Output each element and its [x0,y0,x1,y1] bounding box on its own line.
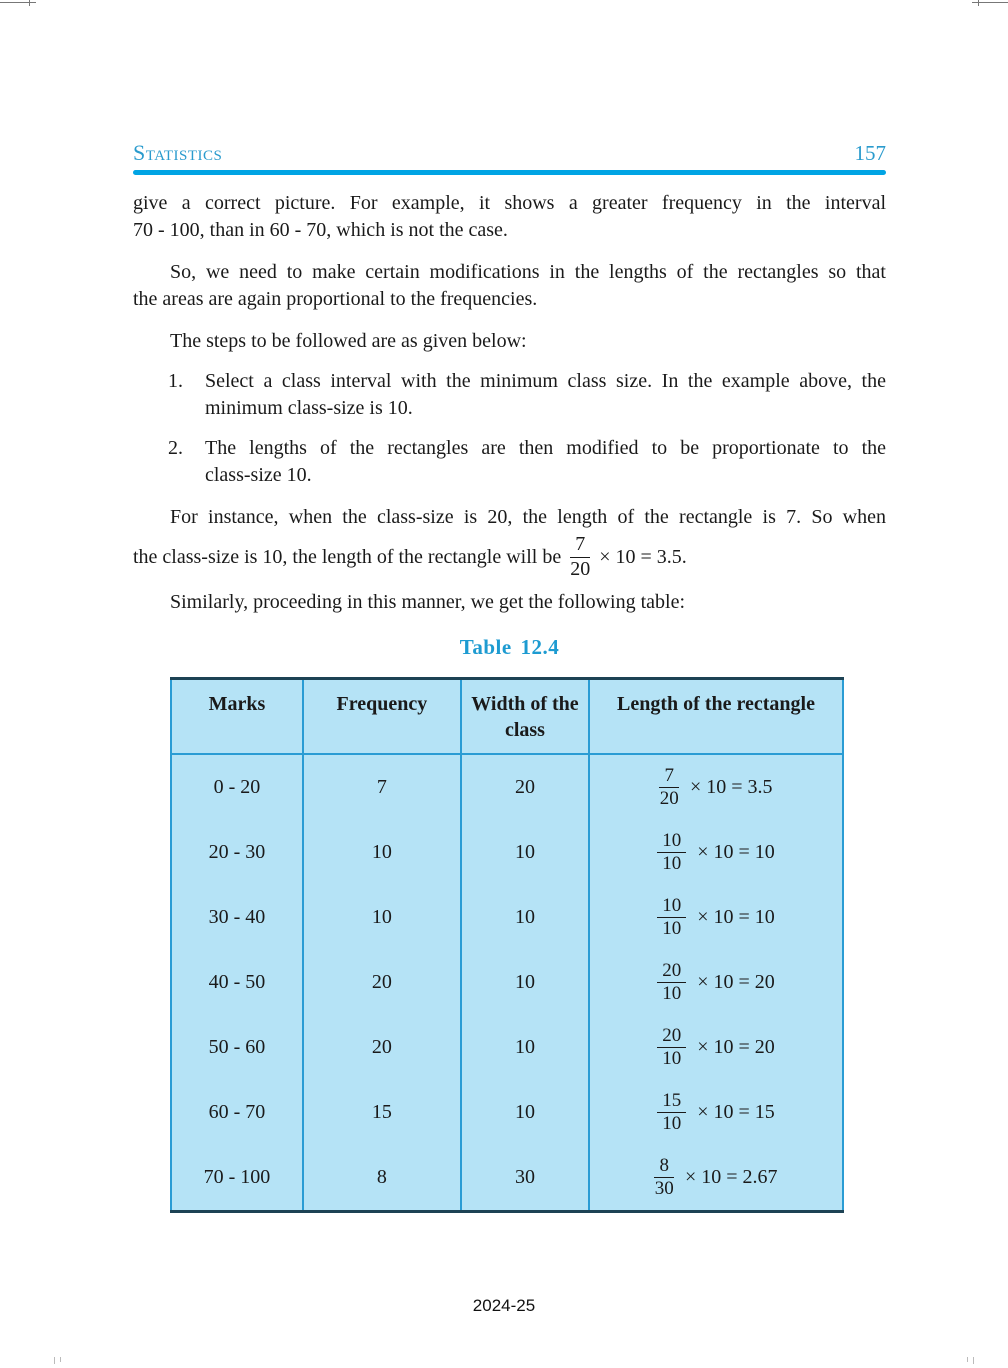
text-line: The lengths of the rectangles are then modified to be proportionate to the [205,437,886,459]
cell-frequency: 8 [303,1145,461,1212]
text-line: the areas are again proportional to the frequencies. [133,288,538,310]
step-number: 2. [168,437,183,459]
text-line: Similarly, proceeding in this manner, we get the following table: [170,591,685,614]
cell-width: 30 [461,1145,589,1212]
cell-marks: 40 - 50 [208,971,266,994]
cell-marks: 60 - 70 [208,1101,266,1124]
cell-marks: 20 - 30 [208,841,266,864]
chapter-title: Statistics [133,140,223,165]
table-row [171,1145,843,1212]
paragraph-for-instance [133,504,886,531]
step-text [205,435,886,489]
text-line: For instance, when the class-size is 20, the length of the rectangle is 7. So when [170,506,886,528]
step-item-2 [168,435,886,489]
cell-marks: 30 - 40 [208,906,266,929]
length-expression: × 10 = 10 [697,841,775,864]
paragraph-intro [133,190,886,244]
fraction-sentence [133,534,886,580]
table-row [171,950,843,1015]
text-line: Select a class interval with the minimum class size. In the example above, the [205,370,886,392]
table-fraction [657,896,686,940]
fraction-denominator: 30 [654,1178,674,1200]
fraction-numerator: 10 [657,896,686,919]
cell-frequency: 7 [303,754,461,820]
fraction-numerator: 7 [659,766,679,789]
table-row [171,820,843,885]
table-row [171,1080,843,1145]
fraction-numerator: 20 [657,961,686,984]
fraction-denominator: 10 [662,1048,682,1070]
header-rule [133,170,886,175]
fraction-denominator: 10 [662,983,682,1005]
page-number: 157 [854,141,886,165]
table-header-row [171,679,843,755]
text-line: 70 - 100, than in 60 - 70, which is not the case. [133,219,508,241]
cell-width: 10 [461,1080,589,1145]
text-line: minimum class-size is 10. [205,397,413,419]
table-header-frequency: Frequency [303,679,461,755]
cell-width: 10 [461,950,589,1015]
table-row [171,885,843,950]
cell-frequency: 15 [303,1080,461,1145]
text-before-fraction: the class-size is 10, the length of the rectangle will be [133,545,562,568]
cell-frequency: 20 [303,950,461,1015]
fraction-denominator: 20 [659,788,679,810]
length-expression: × 10 = 2.67 [684,1166,778,1189]
cell-length [589,1015,843,1080]
cell-marks: 50 - 60 [208,1036,266,1059]
length-expression: × 10 = 10 [697,906,775,929]
table-fraction [659,766,679,810]
table-row [171,1015,843,1080]
cell-marks: 70 - 100 [203,1166,271,1189]
table-header-length: Length of the rectangle [589,679,843,755]
fraction-numerator: 7 [570,534,590,558]
fraction-denominator: 10 [662,853,682,875]
fraction-numerator: 10 [657,831,686,854]
cell-length [589,1145,843,1212]
length-expression: × 10 = 20 [697,1036,775,1059]
table-fraction [657,1026,686,1070]
cell-length [589,1080,843,1145]
cell-length [589,820,843,885]
table-row [171,754,843,820]
table-fraction [654,1156,674,1200]
cell-width: 10 [461,885,589,950]
table-fraction [657,961,686,1005]
inline-fraction [570,534,590,580]
paragraph-modifications [133,259,886,313]
table-fraction [657,1091,686,1135]
table-12-4 [170,677,844,1213]
step-number: 1. [168,370,183,392]
cell-length [589,950,843,1015]
fraction-numerator: 20 [657,1026,686,1049]
cell-length [589,885,843,950]
fraction-denominator: 20 [570,557,591,580]
crop-mark-top-left-line [0,2,36,3]
cell-marks: 0 - 20 [213,776,261,799]
fraction-numerator: 15 [657,1091,686,1114]
footer-year: 2024-25 [472,1296,536,1315]
page-content [133,0,886,1213]
cell-width: 10 [461,820,589,885]
paragraph-similarly [133,589,886,616]
text-line: class-size 10. [205,464,312,486]
crop-mark-bottom-right [973,1357,974,1364]
crop-mark-bottom-right-2 [967,1357,968,1362]
text-line: The steps to be followed are as given below: [170,330,527,352]
table-header-width: Width of the class [461,679,589,755]
text-line: So, we need to make certain modifications in the lengths of the rectangles so that [170,261,886,283]
table-caption: Table 12.4 [459,635,560,660]
table-header-marks: Marks [171,679,303,755]
table-fraction [657,831,686,875]
cell-width: 10 [461,1015,589,1080]
length-expression: × 10 = 15 [697,1101,775,1124]
cell-frequency: 20 [303,1015,461,1080]
crop-mark-bottom-left [54,1357,55,1364]
crop-mark-bottom-left-2 [60,1357,61,1362]
cell-width: 20 [461,754,589,820]
cell-frequency: 10 [303,820,461,885]
text-after-fraction: × 10 = 3.5. [599,545,687,568]
cell-frequency: 10 [303,885,461,950]
fraction-denominator: 10 [662,918,682,940]
length-expression: × 10 = 20 [697,971,775,994]
paragraph-steps-intro [133,328,886,355]
cell-length [589,754,843,820]
crop-mark-top-right-tick [978,0,979,6]
fraction-denominator: 10 [662,1113,682,1135]
crop-mark-top-left-tick [29,0,30,6]
step-text [205,368,886,422]
fraction-numerator: 8 [654,1156,674,1179]
step-item-1 [168,368,886,422]
running-head [133,0,886,166]
length-expression: × 10 = 3.5 [689,776,773,799]
text-line: give a correct picture. For example, it shows a greater frequency in the interval [133,192,886,214]
